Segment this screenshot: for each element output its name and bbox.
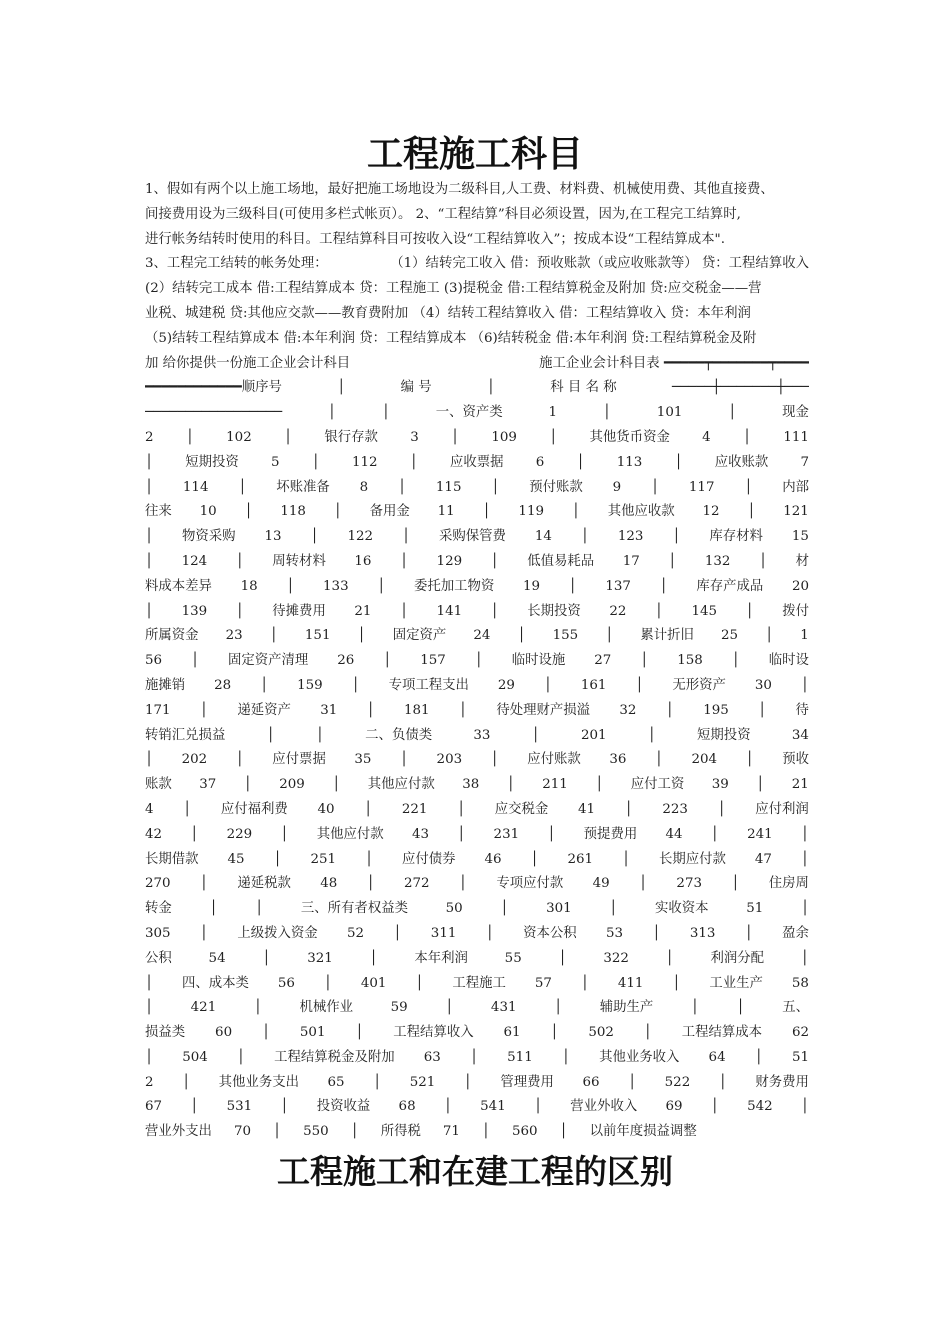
- text-line: │ 124 │ 周转材料 16 │ 129 │ 低值易耗品 17 │ 132 │ 材: [145, 553, 809, 569]
- text-line: │ 114 │ 坏账准备 8 │ 115 │ 预付账款 9 │ 117 │ 内部: [145, 479, 809, 495]
- text-line: 转销汇兑损益 │ │ 二、负债类 33 │ 201 │ 短期投资 34: [145, 727, 809, 743]
- text-line: （5)结转工程结算成本 借:本年利润 贷：工程结算成本 （6)结转税金 借:本年利润 贷:工程结算税金及附: [145, 330, 757, 346]
- text-line: 施摊销 28 │ 159 │ 专项工程支出 29 │ 161 │ 无形资产 30 │: [145, 677, 809, 693]
- text-line: (2）结转完工成本 借:工程结算成本 贷：工程施工 (3)提税金 借:工程结算税金及附加 贷:应交税金——营: [145, 281, 762, 297]
- text-line: 进行帐务结转时使用的科目。工程结算科目可按收入设“工程结算收入”；按成本设“工程结算成本".: [145, 231, 725, 247]
- document-body: [145, 178, 809, 1145]
- text-line: │ 物资采购 13 │ 122 │ 采购保管费 14 │ 123 │ 库存材料 15: [145, 529, 809, 545]
- text-line: 公积 54 │ 321 │ 本年利润 55 │ 322 │ 利润分配 │: [145, 950, 809, 966]
- text-line: 料成本差异 18 │ 133 │ 委托加工物资 19 │ 137 │ 库存产成品 20: [145, 578, 809, 594]
- text-line: 171 │ 递延资产 31 │ 181 │ 待处理财产损溢 32 │ 195 │ 待: [145, 702, 809, 718]
- text-line: 67 │ 531 │ 投资收益 68 │ 541 │ 营业外收入 69 │ 542 │: [145, 1099, 809, 1115]
- text-line: 270 │ 递延税款 48 │ 272 │ 专项应付款 49 │ 273 │ 住房周: [145, 876, 809, 892]
- text-line: 所属资金 23 │ 151 │ 固定资产 24 │ 155 │ 累计折旧 25 │ 1: [145, 628, 809, 644]
- text-line: 业税、城建税 贷:其他应交款——教育费附加 （4）结转工程结算收入 借：工程结算收入 贷：本年利润: [145, 305, 751, 321]
- text-line: 2 │ 其他业务支出 65 │ 521 │ 管理费用 66 │ 522 │ 财务费用: [145, 1074, 809, 1090]
- text-line: │ 四、成本类 56 │ 401 │ 工程施工 57 │ 411 │ 工业生产 58: [145, 975, 809, 991]
- text-line: │ 504 │ 工程结算税金及附加 63 │ 511 │ 其他业务收入 64 │ 51: [145, 1049, 809, 1065]
- text-line: 损益类 60 │ 501 │ 工程结算收入 61 │ 502 │ 工程结算成本 62: [145, 1025, 809, 1041]
- section-heading: 工程施工和在建工程的区别: [277, 1152, 673, 1191]
- text-line: 转金 │ │ 三、所有者权益类 50 │ 301 │ 实收资本 51 │: [145, 901, 809, 917]
- text-line: 加 给你提供一份施工企业会计科目 施工企业会计科目表 ━━━━━┯━━━━━━━┯━━━━: [145, 355, 809, 371]
- text-line: 营业外支出 70 │ 550 │ 所得税 71 │ 560 │ 以前年度损益调整: [145, 1124, 697, 1140]
- text-line: ━━━━━━━━━━━━顺序号 │ 编 号 │ 科 目 名 称 ─────┼───────┼───: [145, 380, 809, 396]
- text-line: 1、假如有两个以上施工场地，最好把施工场地设为二级科目,人工费、材料费、机械使用费、其他直接费、: [145, 182, 774, 197]
- text-line: │ 139 │ 待摊费用 21 │ 141 │ 长期投资 22 │ 145 │ 拨付: [145, 603, 809, 619]
- document-title: 工程施工科目: [366, 134, 583, 175]
- text-line: │ 421 │ 机械作业 59 │ 431 │ 辅助生产 │ │ 五、: [145, 1000, 809, 1016]
- text-line: 42 │ 229 │ 其他应付款 43 │ 231 │ 预提费用 44 │ 241 │: [145, 826, 809, 842]
- text-line: 305 │ 上级拨入资金 52 │ 311 │ 资本公积 53 │ 313 │ 盈余: [145, 925, 809, 941]
- text-line: 长期借款 45 │ 251 │ 应付债券 46 │ 261 │ 长期应付款 47 │: [145, 851, 809, 867]
- text-line: │ 202 │ 应付票据 35 │ 203 │ 应付账款 36 │ 204 │ 预收: [145, 752, 809, 768]
- text-line: 往来 10 │ 118 │ 备用金 11 │ 119 │ 其他应收款 12 │ 121: [145, 504, 809, 520]
- text-line: 4 │ 应付福利费 40 │ 221 │ 应交税金 41 │ 223 │ 应付利润: [145, 801, 809, 817]
- text-line: 56 │ 固定资产清理 26 │ 157 │ 临时设施 27 │ 158 │ 临时设: [145, 653, 809, 669]
- text-line: ───────────────── │ │ 一、资产类 1 │ 101 │ 现金: [145, 405, 809, 421]
- text-line: 账款 37 │ 209 │ 其他应付款 38 │ 211 │ 应付工资 39 │ 21: [145, 777, 809, 793]
- text-line: 间接费用设为三级科目(可使用多栏式帐页）。 2、“工程结算”科目必须设置，因为,在工程完工结算时,: [145, 206, 741, 222]
- text-line: │ 短期投资 5 │ 112 │ 应收票据 6 │ 113 │ 应收账款 7: [145, 454, 809, 470]
- text-line: 3、工程完工结转的帐务处理： （1）结转完工收入 借：预收账款（或应收账款等） 贷：工程结算收入: [145, 256, 809, 272]
- text-line: 2 │ 102 │ 银行存款 3 │ 109 │ 其他货币资金 4 │ 111: [145, 429, 809, 445]
